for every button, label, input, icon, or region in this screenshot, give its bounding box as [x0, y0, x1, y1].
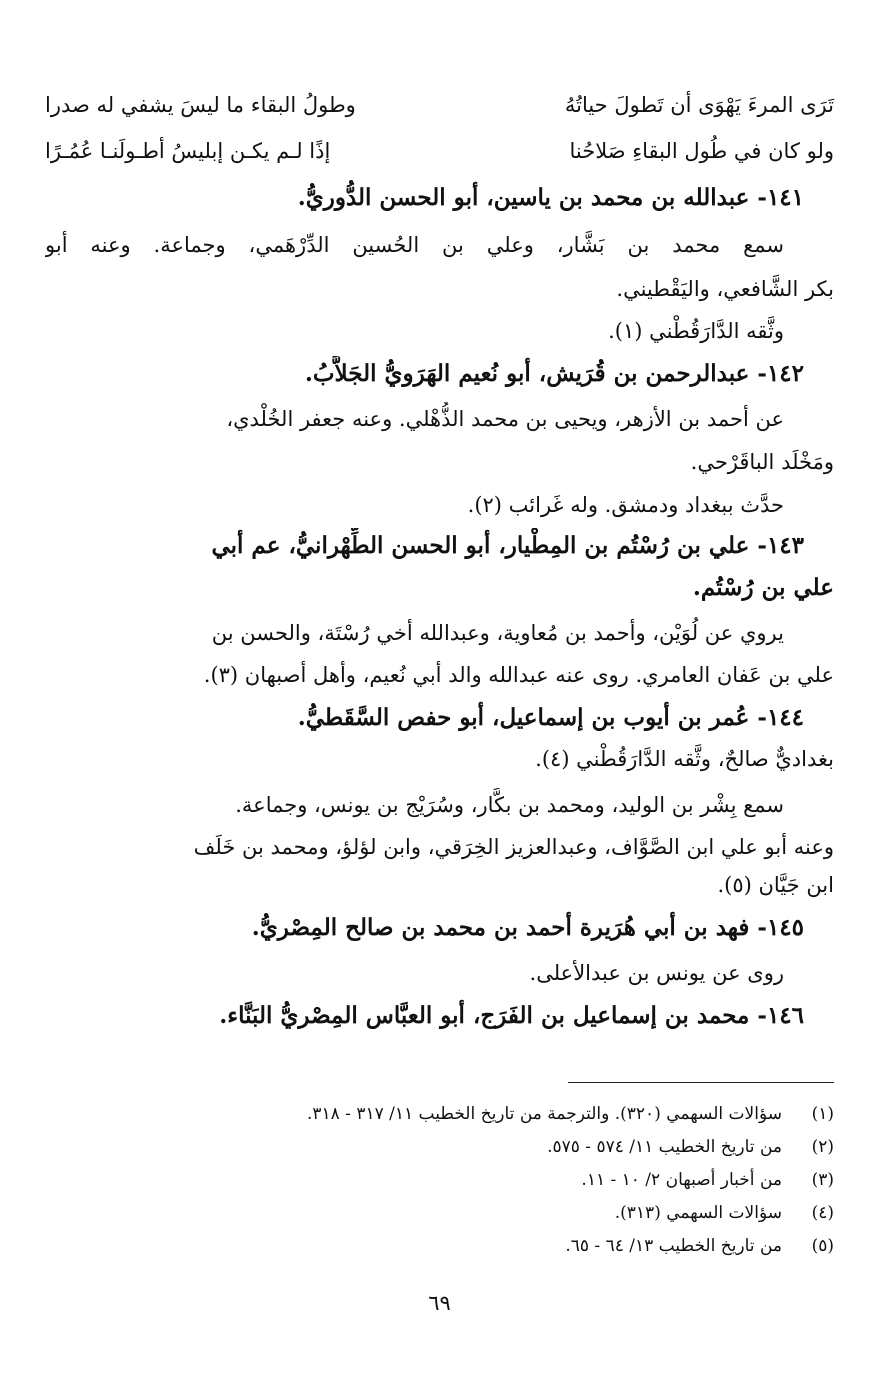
- entry-text-line: حدَّث ببغداد ودمشق. وله غَرائب (٢).: [467, 493, 784, 517]
- entry-text-line: عن أحمد بن الأزهر، ويحيى بن محمد الذُّهْلي. وعنه جعفر الخُلْدي،: [226, 407, 784, 431]
- entry-text-line: وعنه أبو علي ابن الصَّوَّاف، وعبدالعزيز الخِرَقي، وابن لؤلؤ، ومحمد بن خَلَف: [193, 835, 834, 859]
- footnote: [565, 1232, 834, 1260]
- entry-text-line: ومَخْلَد الباقَرْحي.: [690, 450, 834, 474]
- footnote-text: سؤالات السهمي (٣١٣).: [614, 1203, 782, 1223]
- entry-heading: ١٤٥- فهد بن أبي هُرَيرة أحمد بن محمد بن صالح المِصْريُّ.: [251, 914, 804, 941]
- entry-text-line: وثَّقه الدَّارَقُطْني (١).: [608, 319, 784, 343]
- footnote: [615, 1199, 834, 1227]
- footnote-number: (٢): [811, 1137, 834, 1157]
- footnote-text: سؤالات السهمي (٣٢٠). والترجمة من تاريخ الخطيب ١١/ ٣١٧ - ٣١٨.: [306, 1104, 782, 1124]
- entry-text-line: روى عن يونس بن عبدالأعلى.: [529, 961, 784, 985]
- footnote: [307, 1100, 834, 1128]
- entry-heading-continued: علي بن رُسْتُم.: [692, 574, 834, 601]
- footnote-number: (٤): [811, 1203, 834, 1223]
- page-number: ٦٩: [428, 1291, 451, 1315]
- footnote-number: (٣): [811, 1170, 834, 1190]
- footnote: [547, 1133, 834, 1161]
- footnote-text: من تاريخ الخطيب ١٣/ ٦٤ - ٦٥.: [565, 1236, 782, 1256]
- entry-heading: ١٤٤- عُمر بن أيوب بن إسماعيل، أبو حفص السَّقَطيُّ.: [297, 704, 804, 731]
- entry-heading: ١٤٦- محمد بن إسماعيل بن الفَرَج، أبو العبَّاس المِصْريُّ البَنَّاء.: [219, 1002, 804, 1029]
- entry-heading: ١٤٣- علي بن رُسْتُم بن المِطْيار، أبو الحسن الطِّهْرانيُّ، عم أبي: [211, 532, 804, 559]
- entry-text-line: يروي عن لُوَيْن، وأحمد بن مُعاوية، وعبدالله أخي رُسْتَة، والحسن بن: [211, 621, 784, 645]
- footnote-number: (١): [811, 1104, 834, 1124]
- footnote-number: (٥): [811, 1236, 834, 1256]
- entry-text-line: بغداديٌّ صالحٌ، وثَّقه الدَّارَقُطْني (٤).: [535, 747, 834, 771]
- footnote-separator: [568, 1082, 834, 1083]
- footnote: [581, 1166, 834, 1194]
- entry-text-line: سمع بِشْر بن الوليد، ومحمد بن بكَّار، وسُرَيْج بن يونس، وجماعة.: [235, 793, 784, 817]
- poem-verse2-first-hemistich: ولو كان في طُول البقاءِ صَلاحُنا: [569, 139, 834, 163]
- entry-text-line: سمع محمد بن بَشَّار، وعلي بن الحُسين الدِّرْهَمي، وجماعة. وعنه أبو: [45, 233, 784, 257]
- poem-verse1-second-hemistich: وطولُ البقاء ما ليسَ يشفي له صدرا: [45, 93, 356, 117]
- entry-text-line: علي بن عَفان العامري. روى عنه عبدالله والد أبي نُعيم، وأهل أصبهان (٣).: [203, 663, 834, 687]
- poem-verse1-first-hemistich: تَرَى المرءَ يَهْوَى أن تَطولَ حياتُهُ: [564, 93, 834, 117]
- entry-heading: ١٤١- عبدالله بن محمد بن ياسين، أبو الحسن الدُّوريُّ.: [297, 184, 804, 211]
- entry-text-line: بكر الشَّافعي، واليَقْطيني.: [616, 277, 834, 301]
- footnote-text: من تاريخ الخطيب ١١/ ٥٧٤ - ٥٧٥.: [547, 1137, 782, 1157]
- poem-verse2-second-hemistich: إذًا لـم يكـن إبليسُ أطـولَنـا عُمُـرًا: [45, 139, 331, 163]
- entry-text-line: ابن جَيَّان (٥).: [717, 873, 834, 897]
- footnote-text: من أخبار أصبهان ٢/ ١٠ - ١١.: [581, 1170, 782, 1190]
- entry-heading: ١٤٢- عبدالرحمن بن قُرَيش، أبو نُعيم الهَرَويُّ الجَلاَّبُ.: [304, 360, 804, 387]
